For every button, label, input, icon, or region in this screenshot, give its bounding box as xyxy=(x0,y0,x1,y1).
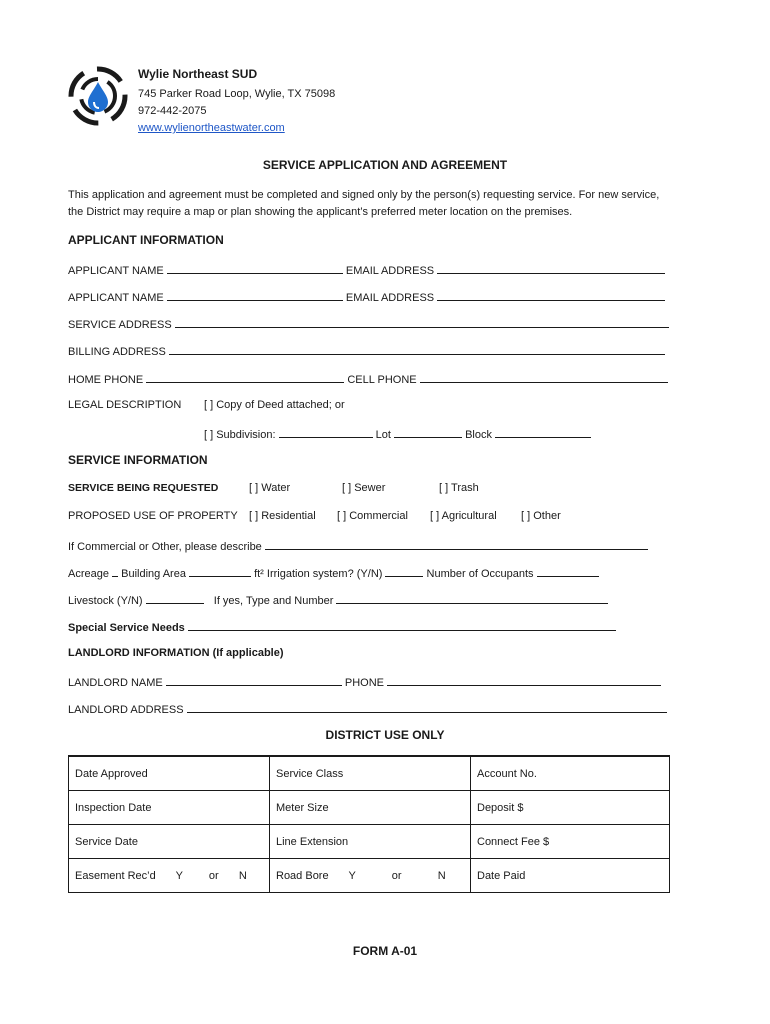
landlord-row xyxy=(68,673,661,690)
irrigation-label: ft² Irrigation system? (Y/N) xyxy=(254,568,383,580)
service-heading: SERVICE INFORMATION xyxy=(68,453,208,467)
date-paid-cell[interactable]: Date Paid xyxy=(471,859,670,893)
occupants-label: Number of Occupants xyxy=(426,568,534,580)
intro-line-1: This application and agreement must be completed and signed only by the person(s) requesting service. For new service, xyxy=(68,189,660,201)
easement-yes: Y xyxy=(175,869,183,882)
sewer-checkbox[interactable]: [ ] Sewer xyxy=(342,482,386,494)
email-field-2[interactable] xyxy=(437,288,665,301)
applicant-row-1 xyxy=(68,261,665,278)
form-number: FORM A-01 xyxy=(352,944,418,958)
other-checkbox[interactable]: [ ] Other xyxy=(521,510,561,522)
applicant-name-label-2: APPLICANT NAME xyxy=(68,292,164,304)
home-phone-field[interactable] xyxy=(146,370,344,383)
easement-cell[interactable] xyxy=(69,859,270,893)
road-bore-yes: Y xyxy=(348,869,356,882)
meter-size-cell[interactable]: Meter Size xyxy=(270,791,471,825)
service-address-label: SERVICE ADDRESS xyxy=(68,319,172,331)
proposed-use-label: PROPOSED USE OF PROPERTY xyxy=(68,510,238,522)
deed-checkbox-option[interactable]: [ ] Copy of Deed attached; or xyxy=(204,399,345,411)
subdivision-checkbox-option[interactable]: [ ] Subdivision: xyxy=(204,429,276,441)
service-date-cell[interactable]: Service Date xyxy=(69,825,270,859)
road-bore-label: Road Bore xyxy=(276,869,329,882)
residential-checkbox[interactable]: [ ] Residential xyxy=(249,510,316,522)
lot-field[interactable] xyxy=(394,425,462,438)
agricultural-checkbox[interactable]: [ ] Agricultural xyxy=(430,510,497,522)
commercial-checkbox[interactable]: [ ] Commercial xyxy=(337,510,408,522)
livestock-label: Livestock (Y/N) xyxy=(68,595,143,607)
legal-description-label: LEGAL DESCRIPTION xyxy=(68,399,182,411)
applicant-name-label: APPLICANT NAME xyxy=(68,265,164,277)
acreage-field[interactable] xyxy=(112,564,118,577)
service-requested-label: SERVICE BEING REQUESTED xyxy=(68,482,219,494)
service-address-row xyxy=(68,315,669,332)
inspection-date-cell[interactable]: Inspection Date xyxy=(69,791,270,825)
org-phone: 972-442-2075 xyxy=(138,105,207,117)
easement-no: N xyxy=(238,869,247,882)
landlord-name-label: LANDLORD NAME xyxy=(68,677,163,689)
road-bore-cell[interactable] xyxy=(270,859,471,893)
livestock-row xyxy=(68,591,608,608)
landlord-phone-field[interactable] xyxy=(387,673,661,686)
service-address-field[interactable] xyxy=(175,315,669,328)
subdivision-field[interactable] xyxy=(279,425,373,438)
district-logo xyxy=(67,64,129,128)
billing-address-label: BILLING ADDRESS xyxy=(68,346,166,358)
easement-label: Easement Rec’d xyxy=(75,869,156,882)
cell-phone-label: CELL PHONE xyxy=(347,374,417,386)
line-extension-cell[interactable]: Line Extension xyxy=(270,825,471,859)
building-area-label: Building Area xyxy=(121,568,186,580)
applicant-name-field[interactable] xyxy=(167,261,343,274)
describe-field[interactable] xyxy=(265,537,648,550)
district-heading: DISTRICT USE ONLY xyxy=(325,728,445,742)
lot-label: Lot xyxy=(375,429,391,441)
org-address: 745 Parker Road Loop, Wylie, TX 75098 xyxy=(138,88,336,100)
table-row xyxy=(69,859,670,893)
landlord-address-label: LANDLORD ADDRESS xyxy=(68,704,184,716)
livestock-field[interactable] xyxy=(146,591,204,604)
billing-address-row xyxy=(68,342,665,359)
applicant-heading: APPLICANT INFORMATION xyxy=(68,233,224,247)
account-no-cell[interactable]: Account No. xyxy=(471,756,670,791)
connect-fee-cell[interactable]: Connect Fee $ xyxy=(471,825,670,859)
type-number-field[interactable] xyxy=(336,591,608,604)
special-needs-field[interactable] xyxy=(188,618,616,631)
cell-phone-field[interactable] xyxy=(420,370,668,383)
trash-checkbox[interactable]: [ ] Trash xyxy=(439,482,479,494)
landlord-name-field[interactable] xyxy=(166,673,342,686)
road-bore-or: or xyxy=(391,869,402,882)
describe-row xyxy=(68,537,648,554)
special-needs-row xyxy=(68,618,616,635)
landlord-address-field[interactable] xyxy=(187,700,667,713)
service-class-cell[interactable]: Service Class xyxy=(270,756,471,791)
home-phone-label: HOME PHONE xyxy=(68,374,144,386)
phone-row xyxy=(68,370,668,387)
block-label: Block xyxy=(465,429,492,441)
landlord-heading: LANDLORD INFORMATION (If applicable) xyxy=(68,647,284,659)
landlord-phone-label: PHONE xyxy=(344,677,384,689)
deposit-cell[interactable]: Deposit $ xyxy=(471,791,670,825)
occupants-field[interactable] xyxy=(537,564,599,577)
type-number-label: If yes, Type and Number xyxy=(213,595,334,607)
special-needs-label: Special Service Needs xyxy=(68,622,185,634)
org-name: Wylie Northeast SUD xyxy=(138,67,258,81)
block-field[interactable] xyxy=(495,425,591,438)
table-row xyxy=(69,791,670,825)
water-checkbox[interactable]: [ ] Water xyxy=(249,482,291,494)
irrigation-field[interactable] xyxy=(385,564,423,577)
acreage-label: Acreage xyxy=(68,568,109,580)
district-use-table xyxy=(68,755,670,893)
acreage-row xyxy=(68,564,599,581)
date-approved-cell[interactable]: Date Approved xyxy=(69,756,270,791)
easement-or: or xyxy=(208,869,219,882)
landlord-address-row xyxy=(68,700,667,717)
applicant-name-field-2[interactable] xyxy=(167,288,343,301)
building-area-field[interactable] xyxy=(189,564,251,577)
email-label-2: EMAIL ADDRESS xyxy=(345,292,435,304)
road-bore-no: N xyxy=(437,869,446,882)
billing-address-field[interactable] xyxy=(169,342,665,355)
form-title: SERVICE APPLICATION AND AGREEMENT xyxy=(262,158,508,172)
email-label: EMAIL ADDRESS xyxy=(345,265,435,277)
intro-line-2: the District may require a map or plan showing the applicant’s preferred meter location on the premises. xyxy=(68,206,573,218)
table-row xyxy=(69,756,670,791)
describe-label: If Commercial or Other, please describe xyxy=(68,541,262,553)
email-field[interactable] xyxy=(437,261,665,274)
org-website-link[interactable]: www.wylienortheastwater.com xyxy=(138,122,285,134)
table-row xyxy=(69,825,670,859)
applicant-row-2 xyxy=(68,288,665,305)
subdivision-row xyxy=(204,425,591,442)
